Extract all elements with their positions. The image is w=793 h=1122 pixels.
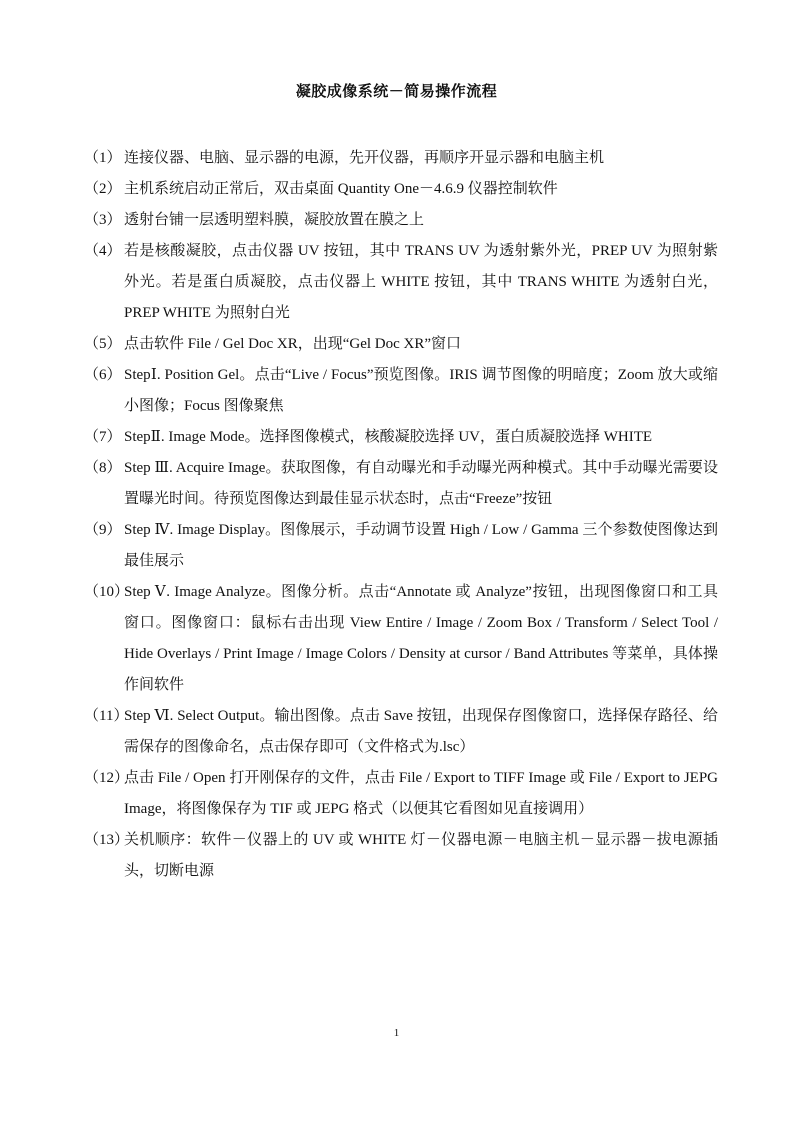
step-item <box>84 205 718 236</box>
step-number: （3） <box>84 212 122 228</box>
document-title: 凝胶成像系统－简易操作流程 <box>295 82 498 100</box>
step-number: （12） <box>84 770 130 786</box>
page-number: 1 <box>393 1027 400 1039</box>
step-number: （8） <box>84 460 122 476</box>
step-text: Step Ⅳ. Image Display。图像展示，手动调节设置 High / Low / Gamma 三个参数使图像达到最佳展示 <box>124 522 718 569</box>
step-item <box>84 701 718 763</box>
step-text: 连接仪器、电脑、显示器的电源，先开仪器，再顺序开显示器和电脑主机 <box>124 150 605 166</box>
step-text: 点击 File / Open 打开刚保存的文件，点击 File / Export to TIFF Image 或 File / Export to JEPG Image，将图像保存为 TIF 或 JEPG 格式（以便其它看图如见直接调用） <box>124 770 718 817</box>
step-number: （1） <box>84 150 122 166</box>
step-item <box>84 174 718 205</box>
step-number: （13） <box>84 832 130 848</box>
step-item <box>84 329 718 360</box>
step-text: 点击软件 File / Gel Doc XR，出现“Gel Doc XR”窗口 <box>124 336 462 352</box>
step-number: （11） <box>84 708 129 724</box>
step-text: 关机顺序：软件－仪器上的 UV 或 WHITE 灯－仪器电源－电脑主机－显示器－拔电源插头，切断电源 <box>124 832 718 879</box>
step-text: 若是核酸凝胶，点击仪器 UV 按钮，其中 TRANS UV 为透射紫外光，PREP UV 为照射紫外光。若是蛋白质凝胶，点击仪器上 WHITE 按钮，其中 TRANS WHITE 为透射白光，PREP WHITE 为照射白光 <box>124 243 718 321</box>
step-text: Step Ⅵ. Select Output。输出图像。点击 Save 按钮，出现保存图像窗口，选择保存路径、给需保存的图像命名，点击保存即可（文件格式为.lsc） <box>124 708 718 755</box>
step-number: （6） <box>84 367 122 383</box>
step-number: （7） <box>84 429 122 445</box>
step-item <box>84 453 718 515</box>
step-number: （5） <box>84 336 122 352</box>
step-item <box>84 143 718 174</box>
step-item <box>84 577 718 701</box>
step-number: （4） <box>84 243 122 259</box>
step-number: （9） <box>84 522 122 538</box>
step-item <box>84 236 718 329</box>
procedure-step-list <box>84 143 718 887</box>
step-text: StepⅡ. Image Mode。选择图像模式，核酸凝胶选择 UV，蛋白质凝胶选择 WHITE <box>124 429 653 445</box>
step-text: Step Ⅴ. Image Analyze。图像分析。点击“Annotate 或 Analyze”按钮，出现图像窗口和工具窗口。图像窗口：鼠标右击出现 View Entire / Image / Zoom Box / Transform / Select Tool / Hide Overlays / Print Image / Image Colors / Density at cursor / Band Attributes 等菜单，具体操作间软件 <box>124 584 718 693</box>
step-text: StepⅠ. Position Gel。点击“Live / Focus”预览图像。IRIS 调节图像的明暗度；Zoom 放大或缩小图像；Focus 图像聚焦 <box>124 367 718 414</box>
step-text: Step Ⅲ. Acquire Image。获取图像，有自动曝光和手动曝光两种模式。其中手动曝光需要设置曝光时间。待预览图像达到最佳显示状态时，点击“Freeze”按钮 <box>124 460 718 507</box>
step-item <box>84 422 718 453</box>
step-number: （2） <box>84 181 122 197</box>
step-item <box>84 763 718 825</box>
step-number: （10） <box>84 584 130 600</box>
step-item <box>84 360 718 422</box>
step-item <box>84 825 718 887</box>
step-text: 透射台铺一层透明塑料膜，凝胶放置在膜之上 <box>124 212 425 228</box>
step-text: 主机系统启动正常后，双击桌面 Quantity One－4.6.9 仪器控制软件 <box>124 181 558 197</box>
step-item <box>84 515 718 577</box>
